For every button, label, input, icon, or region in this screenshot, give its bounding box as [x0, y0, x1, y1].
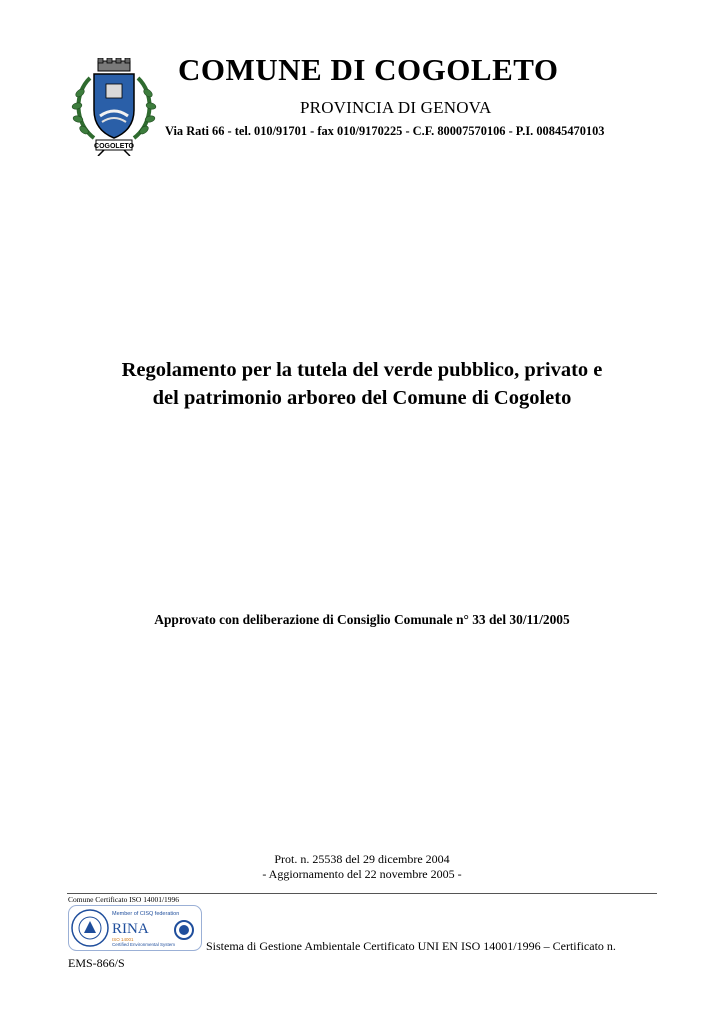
coat-of-arms-icon — [68, 58, 160, 156]
province-subtitle: PROVINCIA DI GENOVA — [300, 98, 492, 117]
protocol-number: Prot. n. 25538 del 29 dicembre 2004 — [274, 852, 450, 866]
contact-line: Via Rati 66 - tel. 010/91701 - fax 010/9170225 - C.F. 80007570106 - P.I. 00845470103 — [165, 124, 605, 138]
iso-certified-label: Comune Certificato ISO 14001/1996 — [68, 895, 180, 904]
svg-text:Member of CISQ federation: Member of CISQ federation — [112, 911, 180, 917]
protocol-block — [60, 852, 664, 882]
svg-text:Certified Environmental System: Certified Environmental System — [112, 942, 176, 947]
approval-note: Approvato con deliberazione di Consiglio Comunale n° 33 del 30/11/2005 — [154, 612, 570, 627]
footer-divider — [67, 893, 657, 894]
rina-certification-logo — [68, 905, 202, 951]
document-title — [60, 356, 664, 412]
document-title-line: Regolamento per la tutela del verde pubblico, privato e — [121, 359, 603, 381]
svg-text:COGOLETO: COGOLETO — [94, 143, 134, 150]
update-note: - Aggiornamento del 22 novembre 2005 - — [262, 867, 462, 881]
svg-text:RINA: RINA — [112, 921, 149, 937]
municipality-title: COMUNE DI COGOLETO — [178, 52, 559, 87]
svg-text:ISO 14001: ISO 14001 — [112, 937, 134, 942]
certificate-code: EMS-866/S — [68, 956, 125, 970]
environmental-system-note: Sistema di Gestione Ambientale Certificato UNI EN ISO 14001/1996 – Certificato n. — [206, 939, 616, 953]
document-title-line: del patrimonio arboreo del Comune di Cogoleto — [152, 387, 572, 409]
